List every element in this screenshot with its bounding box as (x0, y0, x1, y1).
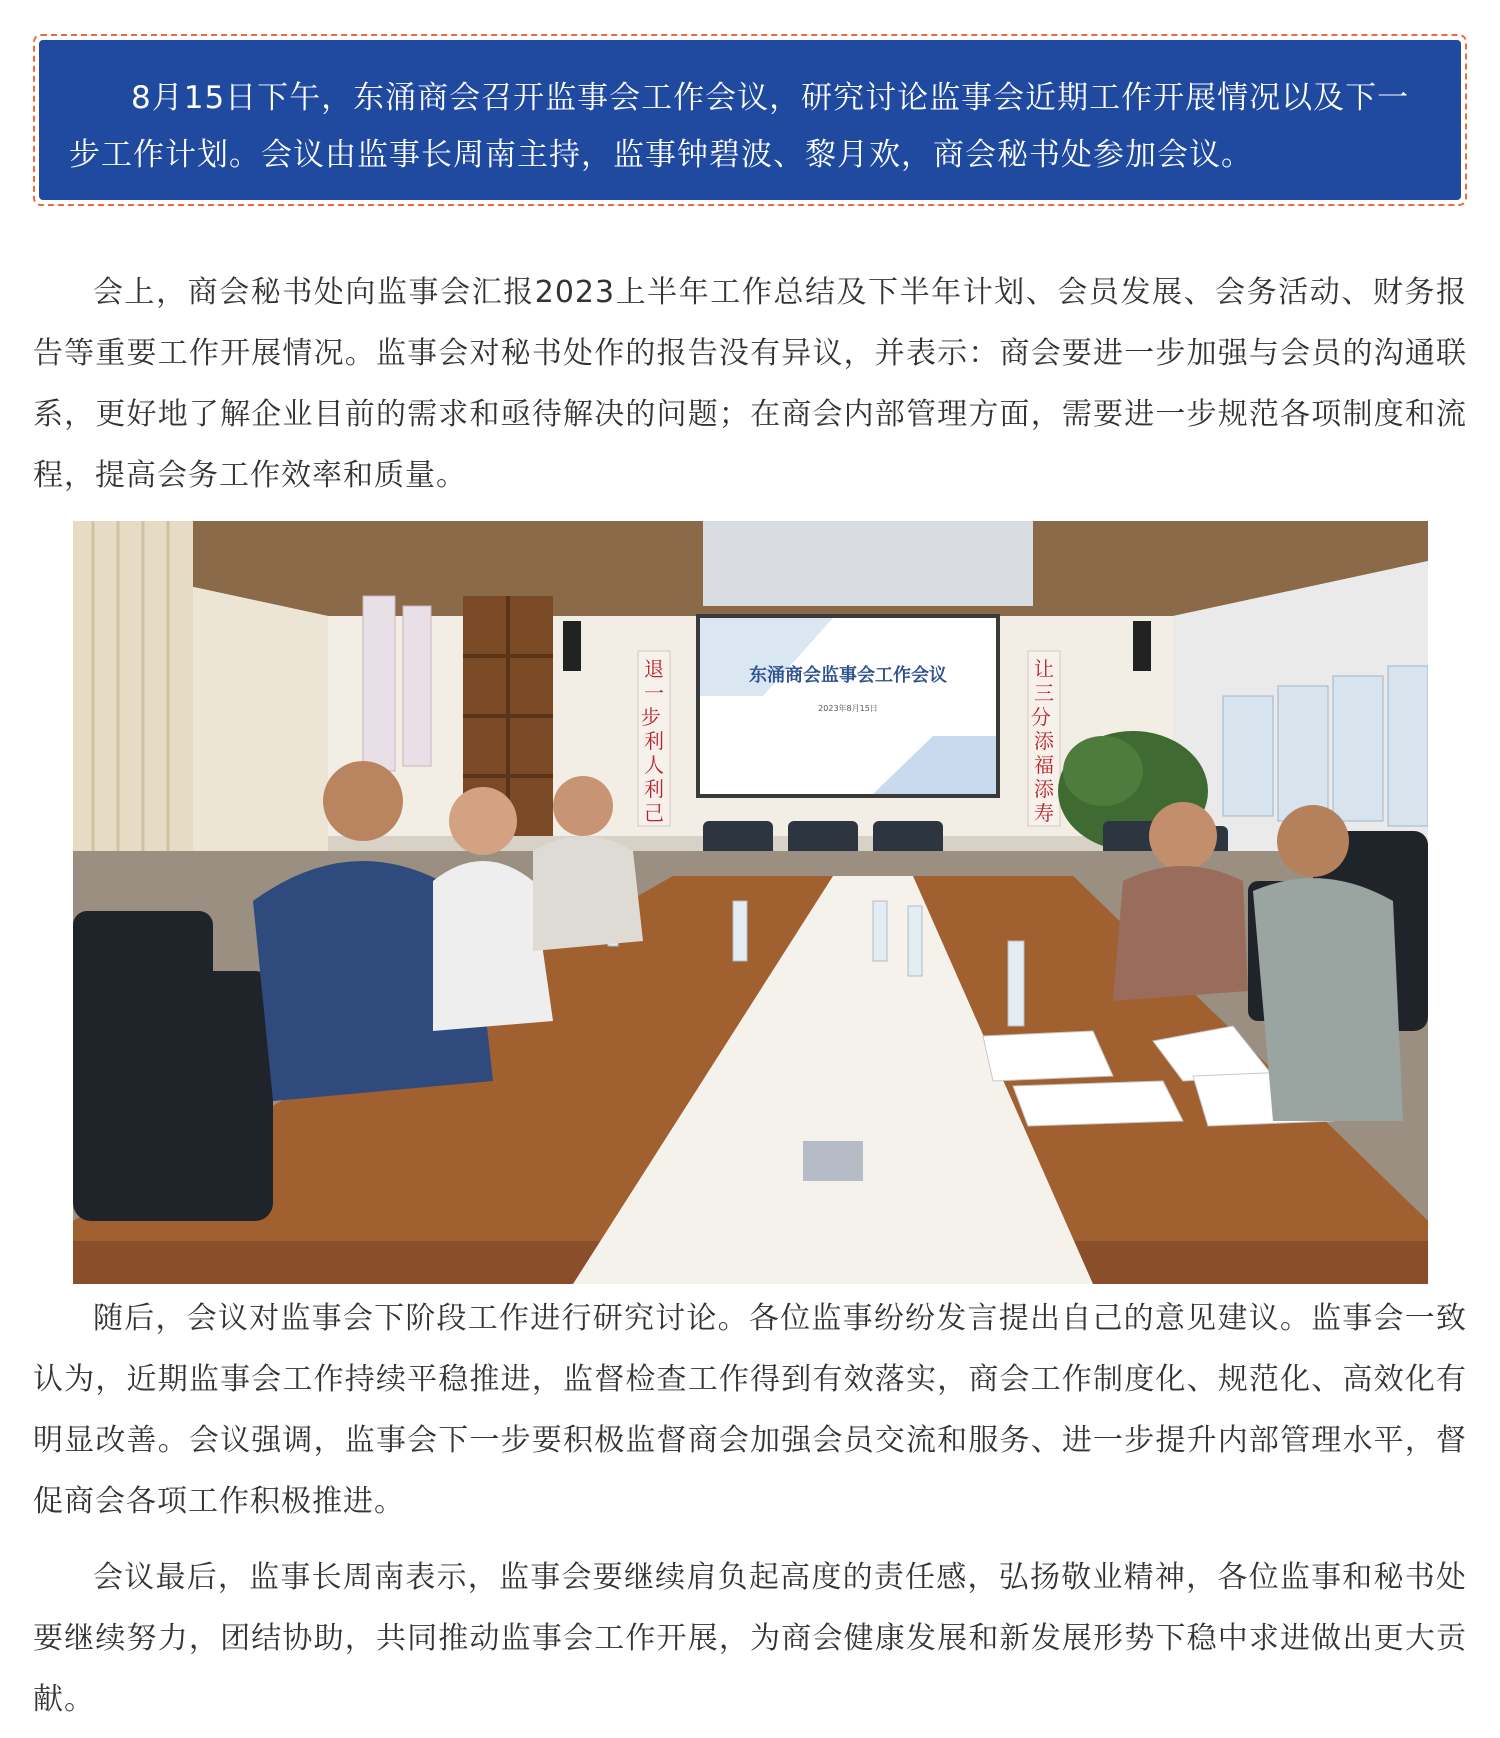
paragraph-discussion: 随后，会议对监事会下阶段工作进行研究讨论。各位监事纷纷发言提出自己的意见建议。监事会一致认为，近期监事会工作持续平稳推进，监督检查工作得到有效落实，商会工作制度化、规范化、高效化有明显改善。会议强调，监事会下一步要积极监督商会加强会员交流和服务、进一步提升内部管理水平，督促商会各项工作积极推进。 (33, 1301, 1467, 1519)
paragraph-closing: 会议最后，监事长周南表示，监事会要继续肩负起高度的责任感，弘扬敬业精神，各位监事和秘书处要继续努力，团结协助，共同推动监事会工作开展，为商会健康发展和新发展形势下稳中求进做出更大贡献。 (33, 1560, 1467, 1717)
screen-date: 2023年8月15日 (818, 704, 878, 713)
paragraph-report: 会上，商会秘书处向监事会汇报2023上半年工作总结及下半年计划、会员发展、会务活动、财务报告等重要工作开展情况。监事会对秘书处作的报告没有异议，并表示：商会要进一步加强与会员的沟通联系，更好地了解企业目前的需求和亟待解决的问题；在商会内部管理方面，需要进一步规范各项制度和流程，提高会务工作效率和质量。 (33, 275, 1467, 493)
screen-title: 东涌商会监事会工作会议 (749, 665, 947, 686)
banner-left-text: 退一步 利人利己 (640, 657, 664, 825)
intro-panel (39, 40, 1461, 200)
intro-text: 8月15日下午，东涌商会召开监事会工作会议，研究讨论监事会近期工作开展情况以及下一步工作计划。会议由监事长周南主持，监事钟碧波、黎月欢，商会秘书处参加会议。 (69, 80, 1410, 173)
meeting-photo (73, 521, 1428, 1284)
banner-right-text: 让三分 添福添寿 (1030, 657, 1054, 825)
intro-box (33, 34, 1467, 206)
